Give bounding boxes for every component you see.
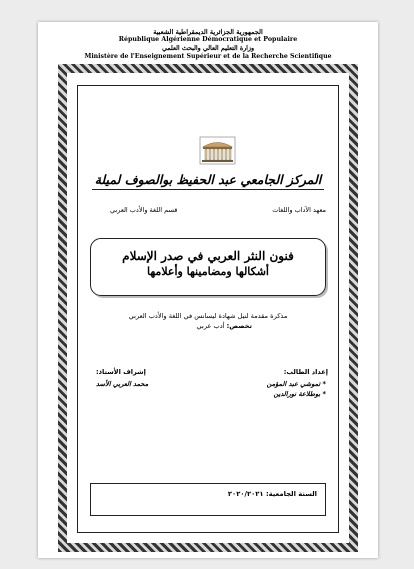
specialty	[197, 322, 252, 330]
thesis-title-line-1: فنون النثر العربي في صدر الإسلام	[122, 249, 294, 263]
academic-year-box	[90, 483, 326, 516]
department-label: قسم اللغة والأدب العربي	[110, 206, 178, 214]
university-building-icon	[199, 136, 236, 165]
document-page	[38, 22, 378, 558]
institute-label: معهد الآداب واللغات	[272, 206, 326, 214]
memo-description: مذكرة مقدمة لنيل شهادة ليسانس في اللغة والأدب العربي	[128, 312, 288, 320]
specialty-label: تخصص:	[226, 322, 252, 330]
ministry-line-ar-1: الجمهورية الجزائرية الديمقراطية الشعبية	[153, 28, 263, 36]
decorative-frame	[58, 64, 358, 552]
students-label: إعداد الطالب:	[283, 368, 328, 376]
ministry-line-fr-2: Ministère de l'Enseignement Supérieur et de la Recherche Scientifique	[84, 53, 332, 60]
thesis-title-line-2: أشكالها ومضامينها وأعلامها	[147, 265, 269, 278]
academic-year: السنة الجامعية: ٢٠٢٠/٢٠٢١	[227, 490, 317, 498]
specialty-value: أدب عربي	[196, 322, 225, 330]
student-name: * بوطلاعة نورالدين	[273, 390, 326, 398]
student-name: * تموشي عبد المؤمن	[266, 380, 326, 388]
thesis-title-box	[90, 238, 326, 296]
supervisor-label: إشراف الأستاذ:	[96, 368, 146, 376]
ministry-line-fr-1: République Algérienne Démocratique et Populaire	[118, 36, 298, 43]
supervisor-name: محمد العربي الأسد	[96, 380, 149, 388]
name-underline	[92, 189, 324, 190]
cover-content	[77, 85, 339, 533]
university-center-name: المركز الجامعي عبد الحفيظ بوالصوف لميلة	[94, 172, 322, 187]
ministry-line-ar-2: وزارة التعليم العالي والبحث العلمي	[161, 45, 255, 52]
